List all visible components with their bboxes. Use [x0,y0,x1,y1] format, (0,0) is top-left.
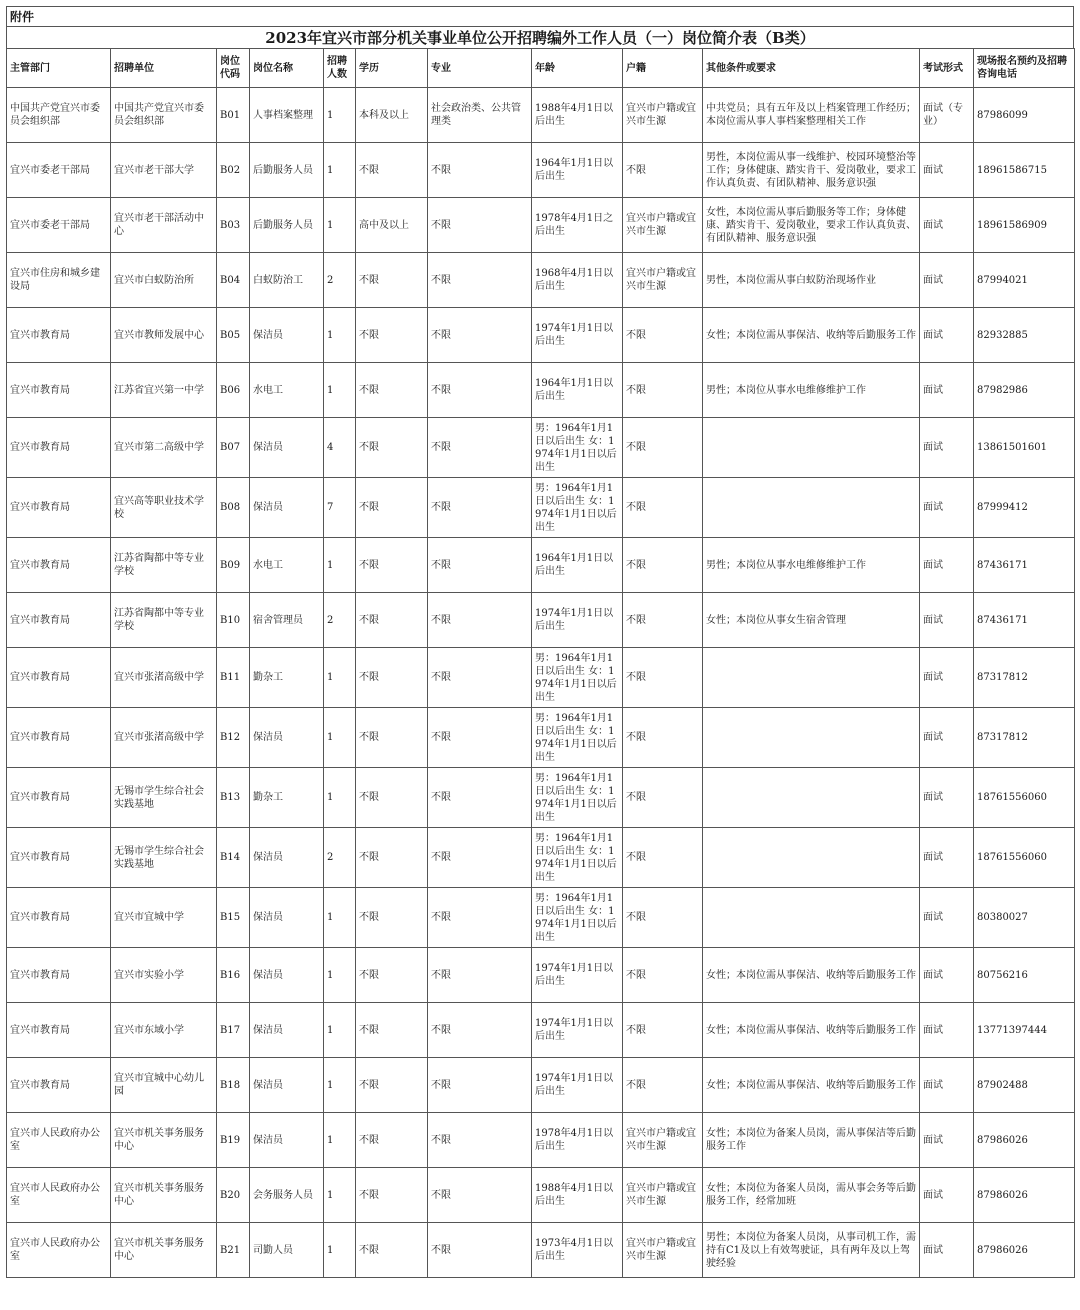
cell-post: 后勤服务人员 [250,198,324,253]
cell-phone: 82932885 [974,308,1075,363]
cell-unit: 宜兴市机关事务服务中心 [111,1168,217,1223]
cell-major: 不限 [428,253,532,308]
cell-age: 1978年4月1日以后出生 [532,1113,623,1168]
cell-major: 不限 [428,143,532,198]
cell-post: 保洁员 [250,708,324,768]
cell-post: 勤杂工 [250,648,324,708]
cell-other [703,768,920,828]
cell-edu: 不限 [356,828,428,888]
cell-age: 1974年1月1日以后出生 [532,1003,623,1058]
col-header-other: 其他条件或要求 [703,49,920,88]
cell-other: 男性，本岗位需从事白蚁防治现场作业 [703,253,920,308]
cell-major: 不限 [428,198,532,253]
cell-edu: 不限 [356,418,428,478]
cell-post: 人事档案整理 [250,88,324,143]
cell-count: 1 [324,308,356,363]
cell-code: B19 [217,1113,250,1168]
cell-unit: 江苏省宜兴第一中学 [111,363,217,418]
cell-other [703,418,920,478]
cell-code: B17 [217,1003,250,1058]
cell-major: 不限 [428,948,532,1003]
cell-unit: 宜兴市第二高级中学 [111,418,217,478]
cell-phone: 87436171 [974,538,1075,593]
cell-hukou: 不限 [623,308,703,363]
cell-phone: 87986026 [974,1113,1075,1168]
cell-hukou: 宜兴市户籍或宜兴市生源 [623,1168,703,1223]
cell-exam: 面试 [920,363,974,418]
cell-post: 后勤服务人员 [250,143,324,198]
cell-unit: 宜兴市白蚁防治所 [111,253,217,308]
cell-other: 女性；本岗位需从事保洁、收纳等后勤服务工作 [703,308,920,363]
cell-code: B07 [217,418,250,478]
cell-hukou: 宜兴市户籍或宜兴市生源 [623,198,703,253]
cell-edu: 不限 [356,308,428,363]
col-header-code: 岗位代码 [217,49,250,88]
cell-count: 1 [324,143,356,198]
cell-edu: 不限 [356,363,428,418]
cell-exam: 面试 [920,143,974,198]
cell-dept: 宜兴市教育局 [7,538,111,593]
cell-edu: 不限 [356,648,428,708]
table-row [7,768,1075,828]
cell-code: B09 [217,538,250,593]
cell-exam: 面试 [920,708,974,768]
cell-dept: 宜兴市住房和城乡建设局 [7,253,111,308]
cell-other [703,478,920,538]
cell-dept: 宜兴市教育局 [7,948,111,1003]
cell-exam: 面试 [920,828,974,888]
col-header-count: 招聘人数 [324,49,356,88]
cell-other: 女性，本岗位需从事后勤服务等工作；身体健康、踏实肯干、爱岗敬业，要求工作认真负责、有团队精神、服务意识强 [703,198,920,253]
cell-major: 不限 [428,478,532,538]
cell-edu: 不限 [356,1058,428,1113]
cell-code: B05 [217,308,250,363]
cell-unit: 宜兴市机关事务服务中心 [111,1113,217,1168]
cell-count: 1 [324,198,356,253]
cell-exam: 面试 [920,1113,974,1168]
cell-phone: 87986026 [974,1223,1075,1278]
table-row [7,1113,1075,1168]
cell-edu: 不限 [356,538,428,593]
cell-hukou: 不限 [623,948,703,1003]
cell-other: 女性；本岗位从事女生宿舍管理 [703,593,920,648]
cell-other: 中共党员；具有五年及以上档案管理工作经历；本岗位需从事人事档案整理相关工作 [703,88,920,143]
cell-code: B01 [217,88,250,143]
cell-age: 1988年4月1日以后出生 [532,1168,623,1223]
cell-other: 女性；本岗位需从事保洁、收纳等后勤服务工作 [703,948,920,1003]
cell-edu: 不限 [356,1003,428,1058]
col-header-age: 年龄 [532,49,623,88]
cell-major: 不限 [428,1168,532,1223]
cell-count: 1 [324,1113,356,1168]
cell-unit: 江苏省陶都中等专业学校 [111,593,217,648]
cell-other [703,708,920,768]
cell-unit: 宜兴市张渚高级中学 [111,648,217,708]
cell-post: 宿舍管理员 [250,593,324,648]
cell-unit: 宜兴市宜城中学 [111,888,217,948]
cell-phone: 18761556060 [974,828,1075,888]
cell-exam: 面试 [920,1223,974,1278]
cell-exam: 面试 [920,888,974,948]
cell-major: 不限 [428,1113,532,1168]
cell-edu: 本科及以上 [356,88,428,143]
cell-phone: 18761556060 [974,768,1075,828]
cell-post: 保洁员 [250,828,324,888]
cell-hukou: 宜兴市户籍或宜兴市生源 [623,253,703,308]
table-row [7,593,1075,648]
table-row [7,478,1075,538]
cell-unit: 宜兴市机关事务服务中心 [111,1223,217,1278]
cell-post: 水电工 [250,538,324,593]
cell-count: 2 [324,253,356,308]
cell-edu: 不限 [356,1168,428,1223]
cell-phone: 13861501601 [974,418,1075,478]
cell-code: B11 [217,648,250,708]
cell-hukou: 不限 [623,828,703,888]
cell-hukou: 不限 [623,418,703,478]
cell-exam: 面试（专业） [920,88,974,143]
cell-hukou: 不限 [623,478,703,538]
cell-phone: 18961586715 [974,143,1075,198]
cell-age: 1974年1月1日以后出生 [532,948,623,1003]
cell-post: 保洁员 [250,1113,324,1168]
cell-exam: 面试 [920,478,974,538]
cell-exam: 面试 [920,768,974,828]
cell-unit: 宜兴市东域小学 [111,1003,217,1058]
table-row [7,948,1075,1003]
cell-exam: 面试 [920,948,974,1003]
cell-unit: 中国共产党宜兴市委员会组织部 [111,88,217,143]
col-header-unit: 招聘单位 [111,49,217,88]
cell-dept: 宜兴市教育局 [7,363,111,418]
cell-count: 1 [324,888,356,948]
cell-age: 男：1964年1月1日以后出生 女：1974年1月1日以后出生 [532,768,623,828]
table-row [7,143,1075,198]
cell-post: 司勤人员 [250,1223,324,1278]
cell-code: B13 [217,768,250,828]
cell-major: 不限 [428,708,532,768]
cell-code: B18 [217,1058,250,1113]
table-row [7,1223,1075,1278]
table-row [7,88,1075,143]
cell-exam: 面试 [920,308,974,363]
cell-hukou: 不限 [623,538,703,593]
cell-age: 1973年4月1日以后出生 [532,1223,623,1278]
cell-unit: 宜兴市实验小学 [111,948,217,1003]
cell-phone: 13771397444 [974,1003,1075,1058]
cell-hukou: 不限 [623,1058,703,1113]
cell-post: 勤杂工 [250,768,324,828]
cell-unit: 宜兴市教师发展中心 [111,308,217,363]
col-header-edu: 学历 [356,49,428,88]
cell-code: B21 [217,1223,250,1278]
cell-phone: 80756216 [974,948,1075,1003]
cell-hukou: 不限 [623,648,703,708]
cell-post: 水电工 [250,363,324,418]
cell-phone: 18961586909 [974,198,1075,253]
cell-phone: 87317812 [974,648,1075,708]
table-row [7,363,1075,418]
cell-code: B04 [217,253,250,308]
cell-phone: 87317812 [974,708,1075,768]
cell-age: 1978年4月1日之后出生 [532,198,623,253]
cell-edu: 不限 [356,1223,428,1278]
cell-age: 1964年1月1日以后出生 [532,538,623,593]
cell-phone: 87986099 [974,88,1075,143]
cell-dept: 宜兴市教育局 [7,828,111,888]
cell-code: B15 [217,888,250,948]
cell-dept: 宜兴市教育局 [7,1003,111,1058]
cell-other [703,888,920,948]
cell-other: 女性；本岗位需从事保洁、收纳等后勤服务工作 [703,1003,920,1058]
cell-major: 不限 [428,648,532,708]
cell-hukou: 不限 [623,593,703,648]
cell-edu: 不限 [356,948,428,1003]
cell-hukou: 宜兴市户籍或宜兴市生源 [623,1223,703,1278]
cell-hukou: 不限 [623,143,703,198]
cell-exam: 面试 [920,418,974,478]
cell-other: 女性；本岗位为备案人员岗，需从事会务等后勤服务工作，经常加班 [703,1168,920,1223]
cell-post: 保洁员 [250,948,324,1003]
cell-exam: 面试 [920,593,974,648]
cell-exam: 面试 [920,1168,974,1223]
cell-count: 1 [324,88,356,143]
cell-count: 4 [324,418,356,478]
cell-code: B08 [217,478,250,538]
cell-edu: 不限 [356,888,428,948]
cell-code: B12 [217,708,250,768]
cell-unit: 江苏省陶都中等专业学校 [111,538,217,593]
cell-phone: 87436171 [974,593,1075,648]
cell-age: 男：1964年1月1日以后出生 女：1974年1月1日以后出生 [532,708,623,768]
cell-major: 不限 [428,828,532,888]
cell-dept: 中国共产党宜兴市委员会组织部 [7,88,111,143]
cell-major: 不限 [428,593,532,648]
table-row [7,1168,1075,1223]
cell-major: 不限 [428,1223,532,1278]
cell-dept: 宜兴市教育局 [7,708,111,768]
cell-exam: 面试 [920,1003,974,1058]
table-title: 2023年宜兴市部分机关事业单位公开招聘编外工作人员（一）岗位简介表（B类） [6,26,1074,48]
table-row [7,1003,1075,1058]
cell-post: 保洁员 [250,308,324,363]
cell-major: 不限 [428,768,532,828]
table-row [7,828,1075,888]
cell-code: B06 [217,363,250,418]
cell-age: 男：1964年1月1日以后出生 女：1974年1月1日以后出生 [532,648,623,708]
cell-age: 1974年1月1日以后出生 [532,593,623,648]
cell-count: 1 [324,708,356,768]
cell-count: 1 [324,1003,356,1058]
cell-major: 不限 [428,1058,532,1113]
cell-code: B14 [217,828,250,888]
cell-edu: 不限 [356,1113,428,1168]
table-row [7,648,1075,708]
cell-phone: 87994021 [974,253,1075,308]
header-row [7,49,1075,88]
cell-post: 保洁员 [250,1058,324,1113]
cell-edu: 不限 [356,253,428,308]
cell-hukou: 宜兴市户籍或宜兴市生源 [623,1113,703,1168]
cell-unit: 宜兴市宜城中心幼儿园 [111,1058,217,1113]
table-row [7,708,1075,768]
cell-other: 女性；本岗位为备案人员岗，需从事保洁等后勤服务工作 [703,1113,920,1168]
cell-hukou: 不限 [623,1003,703,1058]
col-header-dept: 主管部门 [7,49,111,88]
cell-phone: 87999412 [974,478,1075,538]
cell-dept: 宜兴市教育局 [7,648,111,708]
cell-dept: 宜兴市教育局 [7,308,111,363]
cell-dept: 宜兴市教育局 [7,478,111,538]
cell-other: 女性；本岗位需从事保洁、收纳等后勤服务工作 [703,1058,920,1113]
cell-dept: 宜兴市委老干部局 [7,198,111,253]
cell-edu: 不限 [356,143,428,198]
cell-phone: 87982986 [974,363,1075,418]
col-header-post: 岗位名称 [250,49,324,88]
cell-unit: 宜兴市老干部活动中心 [111,198,217,253]
cell-count: 1 [324,948,356,1003]
table-row [7,418,1075,478]
cell-age: 男：1964年1月1日以后出生 女：1974年1月1日以后出生 [532,888,623,948]
cell-unit: 宜兴市张渚高级中学 [111,708,217,768]
cell-code: B16 [217,948,250,1003]
cell-exam: 面试 [920,648,974,708]
cell-dept: 宜兴市教育局 [7,593,111,648]
cell-major: 不限 [428,308,532,363]
cell-count: 1 [324,363,356,418]
col-header-hukou: 户籍 [623,49,703,88]
cell-hukou: 不限 [623,363,703,418]
cell-age: 1974年1月1日以后出生 [532,308,623,363]
cell-count: 2 [324,593,356,648]
cell-phone: 87902488 [974,1058,1075,1113]
cell-age: 1988年4月1日以后出生 [532,88,623,143]
cell-count: 7 [324,478,356,538]
col-header-exam: 考试形式 [920,49,974,88]
cell-dept: 宜兴市教育局 [7,888,111,948]
cell-age: 1974年1月1日以后出生 [532,1058,623,1113]
cell-phone: 87986026 [974,1168,1075,1223]
cell-major: 不限 [428,1003,532,1058]
cell-major: 社会政治类、公共管理类 [428,88,532,143]
cell-other: 男性；本岗位从事水电维修维护工作 [703,538,920,593]
job-table [6,48,1075,1278]
cell-other: 男性；本岗位为备案人员岗，从事司机工作，需持有C1及以上有效驾驶证，具有两年及以上驾驶经验 [703,1223,920,1278]
cell-count: 1 [324,648,356,708]
cell-other [703,648,920,708]
cell-age: 1964年1月1日以后出生 [532,363,623,418]
cell-edu: 高中及以上 [356,198,428,253]
table-row [7,538,1075,593]
cell-exam: 面试 [920,253,974,308]
cell-dept: 宜兴市人民政府办公室 [7,1223,111,1278]
cell-post: 保洁员 [250,1003,324,1058]
job-table-sheet [6,6,1074,1278]
cell-count: 2 [324,828,356,888]
cell-edu: 不限 [356,708,428,768]
cell-age: 1968年4月1日以后出生 [532,253,623,308]
cell-edu: 不限 [356,478,428,538]
cell-edu: 不限 [356,593,428,648]
col-header-major: 专业 [428,49,532,88]
cell-hukou: 不限 [623,888,703,948]
cell-age: 男：1964年1月1日以后出生 女：1974年1月1日以后出生 [532,418,623,478]
cell-exam: 面试 [920,198,974,253]
cell-dept: 宜兴市委老干部局 [7,143,111,198]
cell-dept: 宜兴市人民政府办公室 [7,1168,111,1223]
table-row [7,888,1075,948]
cell-other: 男性；本岗位从事水电维修维护工作 [703,363,920,418]
cell-post: 保洁员 [250,888,324,948]
cell-edu: 不限 [356,768,428,828]
cell-exam: 面试 [920,1058,974,1113]
cell-dept: 宜兴市人民政府办公室 [7,1113,111,1168]
cell-post: 会务服务人员 [250,1168,324,1223]
cell-unit: 宜兴市老干部大学 [111,143,217,198]
table-row [7,1058,1075,1113]
cell-major: 不限 [428,418,532,478]
cell-age: 男：1964年1月1日以后出生 女：1974年1月1日以后出生 [532,828,623,888]
cell-count: 1 [324,768,356,828]
cell-post: 白蚁防治工 [250,253,324,308]
cell-other: 男性，本岗位需从事一线维护、校园环境整治等工作；身体健康、踏实肯干、爱岗敬业，要求工作认真负责、有团队精神、服务意识强 [703,143,920,198]
cell-code: B03 [217,198,250,253]
cell-count: 1 [324,1168,356,1223]
cell-dept: 宜兴市教育局 [7,418,111,478]
cell-age: 男：1964年1月1日以后出生 女：1974年1月1日以后出生 [532,478,623,538]
cell-major: 不限 [428,888,532,948]
cell-other [703,828,920,888]
cell-unit: 无锡市学生综合社会实践基地 [111,828,217,888]
cell-code: B02 [217,143,250,198]
cell-count: 1 [324,1223,356,1278]
cell-hukou: 宜兴市户籍或宜兴市生源 [623,88,703,143]
cell-post: 保洁员 [250,418,324,478]
cell-exam: 面试 [920,538,974,593]
cell-dept: 宜兴市教育局 [7,1058,111,1113]
cell-count: 1 [324,1058,356,1113]
attachment-label: 附件 [6,6,1074,26]
table-row [7,308,1075,363]
cell-major: 不限 [428,363,532,418]
cell-count: 1 [324,538,356,593]
cell-post: 保洁员 [250,478,324,538]
table-row [7,198,1075,253]
table-row [7,253,1075,308]
cell-hukou: 不限 [623,708,703,768]
cell-code: B20 [217,1168,250,1223]
col-header-phone: 现场报名预约及招聘咨询电话 [974,49,1075,88]
cell-phone: 80380027 [974,888,1075,948]
cell-age: 1964年1月1日以后出生 [532,143,623,198]
cell-hukou: 不限 [623,768,703,828]
cell-dept: 宜兴市教育局 [7,768,111,828]
cell-unit: 无锡市学生综合社会实践基地 [111,768,217,828]
cell-unit: 宜兴高等职业技术学校 [111,478,217,538]
cell-code: B10 [217,593,250,648]
cell-major: 不限 [428,538,532,593]
